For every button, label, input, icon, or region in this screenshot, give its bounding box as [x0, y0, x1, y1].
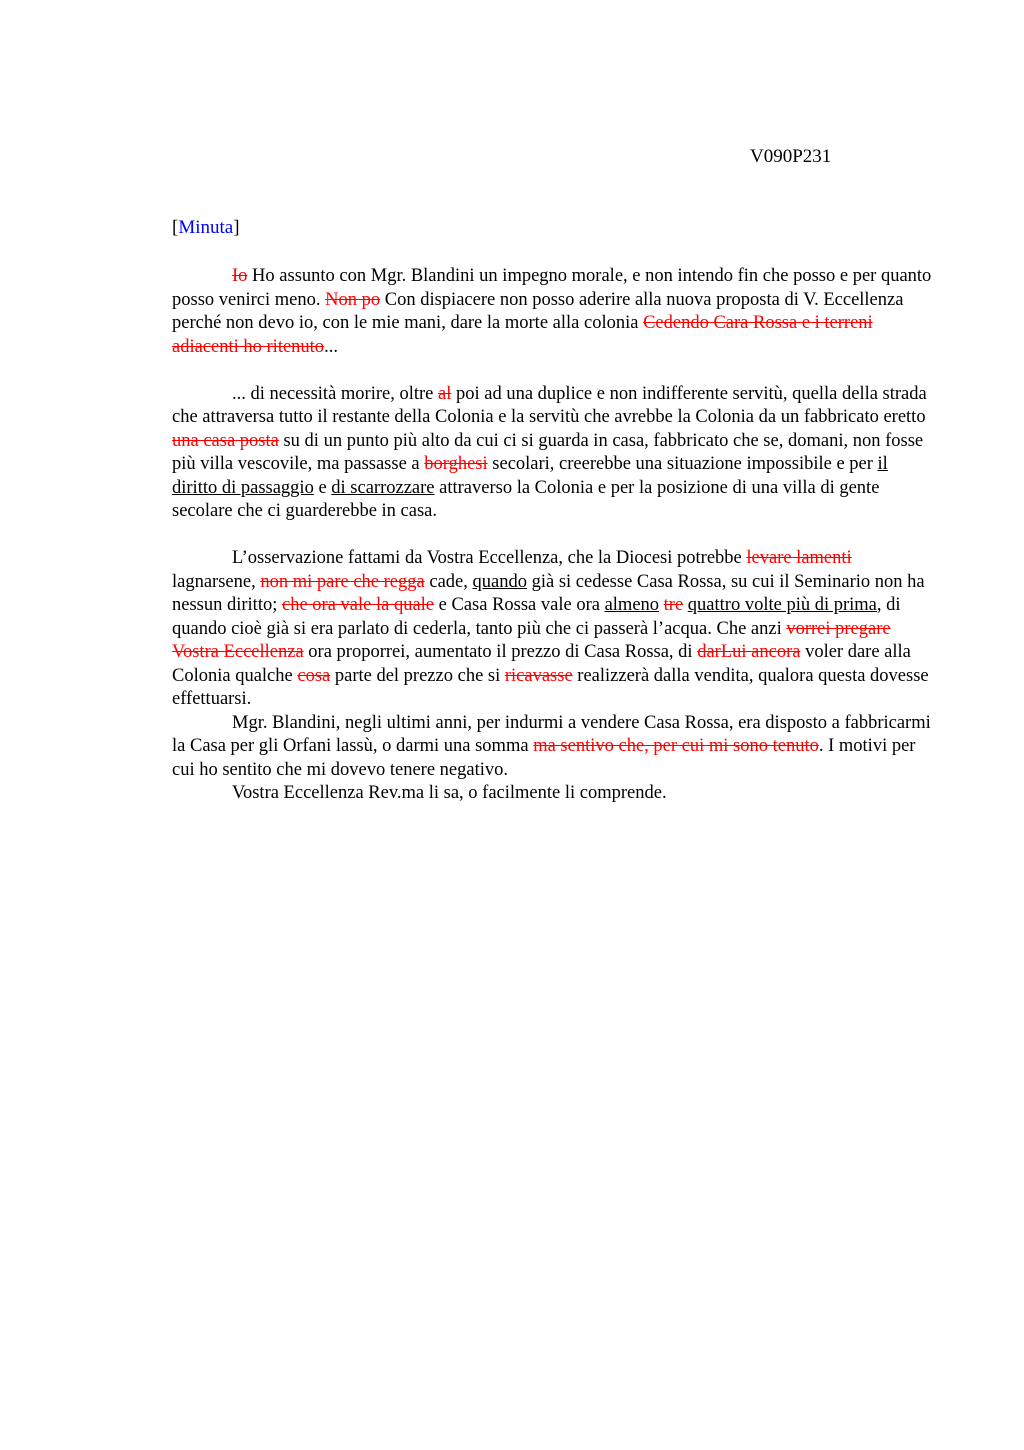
text-run: lagnarsene,	[172, 571, 261, 592]
deleted-text: borghesi	[424, 454, 488, 474]
text-run: Ho assunto con Mgr. Blandini un impegno morale, e non intendo fin che posso e per quanto posso venirci meno.	[172, 266, 932, 310]
document-id: V090P231	[750, 146, 832, 167]
underlined-text: il diritto di passaggio	[172, 454, 888, 498]
text-run: realizzerà dalla vendita, qualora questa dovesse effettuarsi.	[172, 665, 929, 709]
text-run: Con dispiacere non posso aderire alla nuova proposta di V. Eccellenza perché non devo io, con le mie mani, dare la morte alla colonia	[172, 289, 904, 333]
text-run: e Casa Rossa vale ora	[434, 595, 605, 615]
letter-body	[172, 265, 932, 806]
text-run: su di un punto più alto da cui ci si guarda in casa, fabbricato che se, domani, non fosse più villa vescovile, ma passasse a	[172, 430, 924, 474]
heading-bracket-open: [	[172, 217, 179, 238]
text-run: ...	[324, 336, 338, 357]
deleted-text: Cedendo Cara Rossa e i terreni adiacenti ho ritenuto	[172, 313, 873, 357]
deleted-text: cosa	[297, 665, 331, 686]
deleted-text: levare lamenti	[746, 548, 852, 568]
deleted-text: vorrei pregare Vostra Eccellenza	[172, 618, 891, 662]
deleted-text: una casa posta	[172, 430, 279, 451]
text-run: poi ad una duplice e non indifferente servitù, quella della strada che attraversa tutto il restante della Colonia e la servitù che avrebbe la Colonia da un fabbricato eretto	[172, 383, 927, 427]
text-run: , di quando cioè già si era parlato di cederla, tanto più che ci passerà l’acqua. Che anzi	[172, 595, 901, 639]
text-run: voler dare alla Colonia qualche	[172, 642, 911, 686]
heading-bracket-close: ]	[233, 217, 240, 238]
underlined-text: di scarrozzare	[331, 477, 435, 498]
text-run: già si cedesse Casa Rossa, su cui il Seminario non ha nessun diritto;	[172, 571, 925, 615]
deleted-text: che ora vale la quale	[281, 595, 435, 615]
text-run: Vostra Eccellenza Rev.ma li sa, o facilmente li comprende.	[232, 783, 667, 803]
deleted-text: al	[438, 383, 452, 404]
paragraph-5	[172, 782, 932, 806]
text-run: . I motivi per cui ho sentito che mi dovevo tenere negativo.	[172, 736, 916, 780]
text-run: ... di necessità morire, oltre	[232, 383, 439, 404]
paragraph-3	[172, 547, 932, 712]
underlined-text: quando	[472, 571, 527, 592]
heading-label: Minuta	[178, 217, 234, 238]
text-run: attraverso la Colonia e per la posizione di una villa di gente secolare che ci guarderebbe in casa.	[172, 477, 880, 521]
text-run: ora proporrei, aumentato il prezzo di Casa Rossa, di	[303, 642, 698, 662]
text-run: e	[313, 477, 332, 498]
paragraph-4	[172, 712, 932, 783]
text-run: parte del prezzo che si	[330, 665, 505, 686]
underlined-text: quattro volte più di prima	[687, 595, 877, 615]
text-run: L’osservazione fattami da Vostra Eccellenza, che la Diocesi potrebbe	[232, 548, 747, 568]
deleted-text: Io	[232, 266, 248, 286]
paragraph-2	[172, 383, 932, 524]
deleted-text: darLui ancora	[697, 642, 801, 662]
deleted-text: ma sentivo che, per cui mi sono tenuto	[533, 736, 819, 756]
deleted-text: ricavasse	[504, 665, 573, 686]
heading	[172, 217, 240, 239]
text-run: cade,	[424, 571, 473, 592]
underlined-text: almeno	[604, 595, 660, 615]
text-run: secolari, creerebbe una situazione impossibile e per	[487, 454, 878, 474]
deleted-text: non mi pare che regga	[260, 571, 425, 592]
deleted-text: Non po	[325, 289, 381, 310]
paragraph-1	[172, 265, 932, 359]
text-run: Mgr. Blandini, negli ultimi anni, per indurmi a vendere Casa Rossa, era disposto a fabbricarmi la Casa per gli Orfani lassù, o darmi una somma	[172, 712, 931, 756]
deleted-text: tre	[663, 595, 684, 615]
